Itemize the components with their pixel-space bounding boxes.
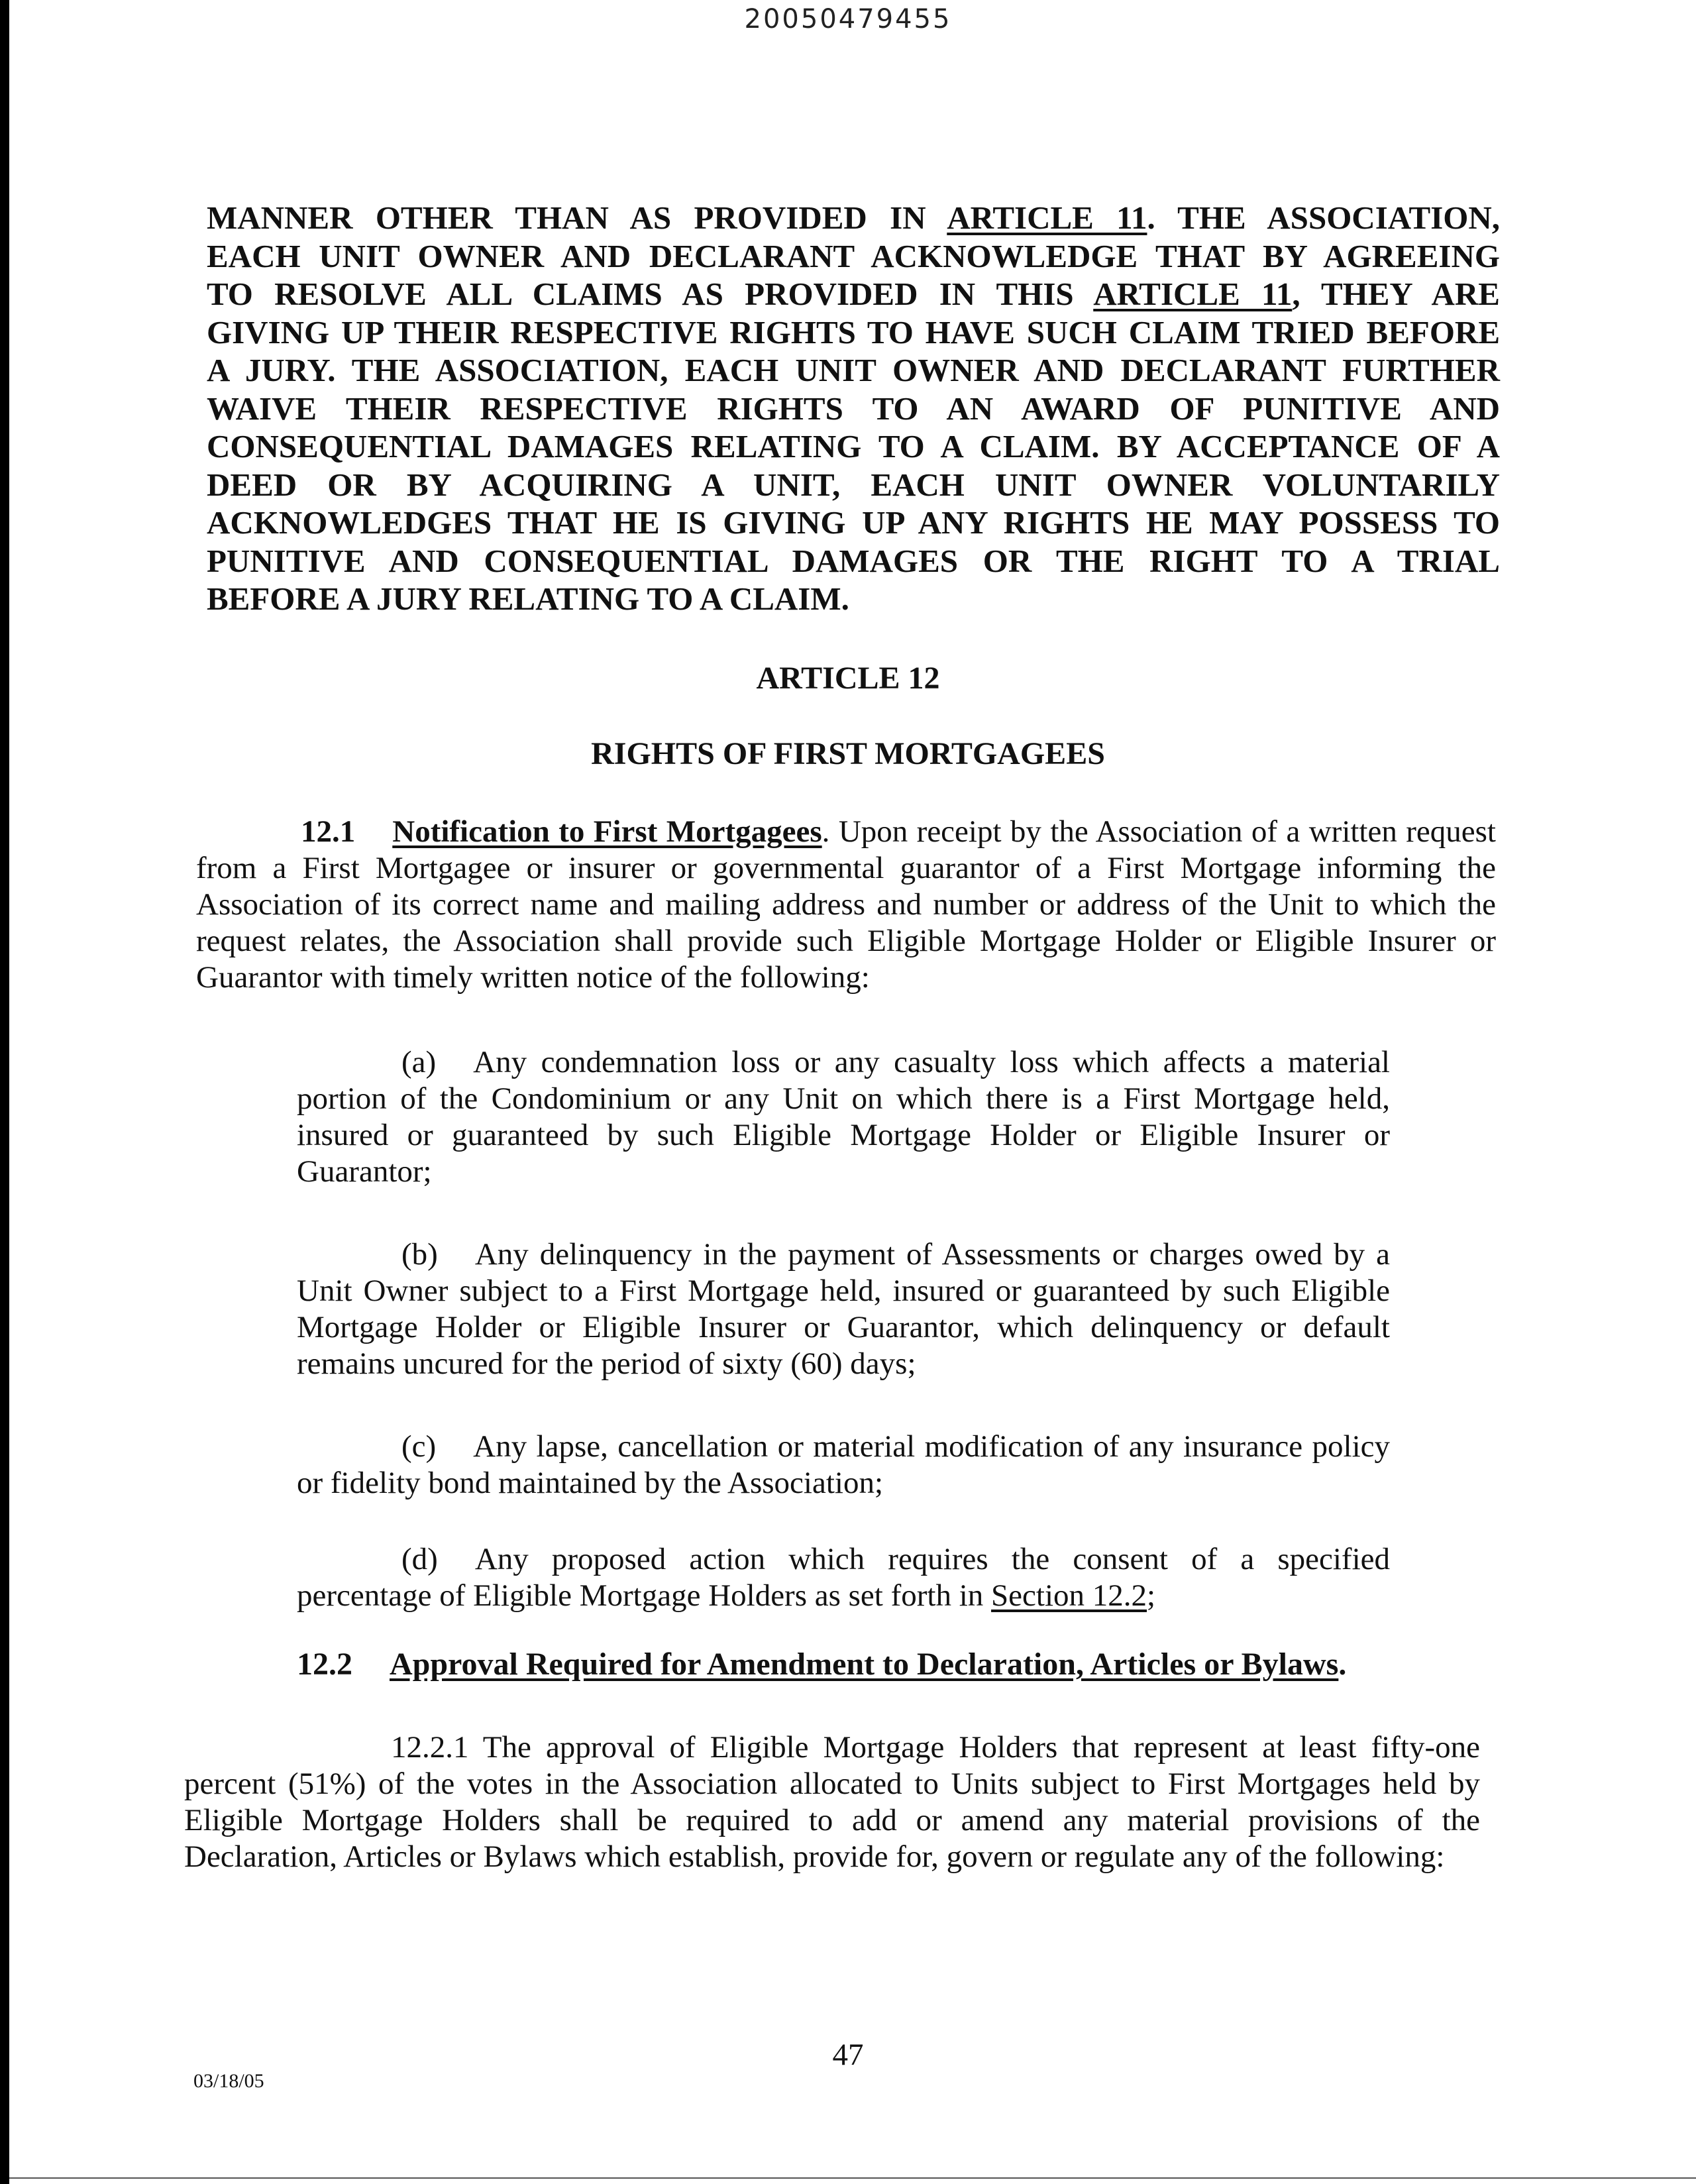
- paragraph-line: CONSEQUENTIAL DAMAGES RELATING TO A CLAIM. BY ACCEPTANCE OF A: [207, 428, 1500, 464]
- list-item: [297, 1429, 1390, 1502]
- section-12-1-title: Notification to First Mortgagees: [392, 814, 822, 849]
- paragraph-line: PUNITIVE AND CONSEQUENTIAL DAMAGES OR THE RIGHT TO A TRIAL: [207, 542, 1500, 579]
- article-11-reference: ARTICLE 11: [1093, 276, 1293, 312]
- item-text: Any delinquency in the payment of Assessments or charges owed by a Unit Owner subject to a First Mortgage held, insured or guaranteed by such Eligible Mortgage Holder or Eligible Insurer or Guarantor, which delinquency or default remains uncured for the period of sixty (60) days;: [297, 1237, 1390, 1381]
- section-12-2-title: Approval Required for Amendment to Declaration, Articles or Bylaws: [390, 1647, 1339, 1682]
- list-item: [297, 1044, 1390, 1190]
- item-label: (c): [401, 1429, 437, 1464]
- item-label: (b): [401, 1237, 438, 1272]
- list-item: [297, 1236, 1390, 1382]
- list-item: (d) Any proposed action which requires the consent of a specified percentage of Eligible Mortgage Holders as set forth in Section 12.2;: [297, 1542, 1390, 1613]
- bottom-rule: [9, 2177, 1696, 2179]
- section-12-1-body: . Upon receipt by the Association of a written request from a First Mortgagee or insurer or governmental guarantor of a First Mortgage informing the Association of its correct name and mailing address and number or address of the Unit to which the request relates, the Association shall provide such Eligible Mortgage Holder or Eligible Insurer or Guarantor with timely written notice of the following:: [196, 814, 1496, 995]
- article-11-reference: ARTICLE 11: [947, 199, 1147, 236]
- item-text: Any proposed action which requires the consent of a specified percentage of Eligible Mortgage Holders as set forth in: [297, 1542, 1390, 1613]
- article-number: ARTICLE 12: [756, 661, 940, 696]
- document-number: 20050479455: [744, 4, 952, 34]
- item-text: Any condemnation loss or any casualty loss which affects a material portion of the Condominium or any Unit on which there is a First Mortgage held, insured or guaranteed by such Eligible Mortgage Holder or Eligible Insurer or Guarantor;: [297, 1045, 1390, 1189]
- paragraph-line: DEED OR BY ACQUIRING A UNIT, EACH UNIT OWNER VOLUNTARILY: [207, 466, 1500, 503]
- section-12-1-number: 12.1: [301, 814, 356, 849]
- paragraph-line: TO RESOLVE ALL CLAIMS AS PROVIDED IN THIS ARTICLE 11, THEY ARE: [207, 276, 1500, 312]
- section-12-2-1-text: The approval of Eligible Mortgage Holders that represent at least fifty-one percent (51%) of the votes in the Association allocated to Units subject to First Mortgages held by Eligible Mortgage Holders shall be required to add or amend any material provisions of the Declaration, Articles or Bylaws which establish, provide for, govern or regulate any of the following:: [184, 1730, 1481, 1874]
- revision-date: 03/18/05: [193, 2070, 264, 2092]
- paragraph-line: BEFORE A JURY RELATING TO A CLAIM.: [207, 580, 849, 617]
- paragraph-line: WAIVE THEIR RESPECTIVE RIGHTS TO AN AWARD OF PUNITIVE AND: [207, 390, 1500, 427]
- item-label: (a): [401, 1045, 437, 1079]
- section-12-2-1-number: 12.2.1: [391, 1730, 469, 1765]
- item-text: Any lapse, cancellation or material modification of any insurance policy or fidelity bond maintained by the Association;: [297, 1429, 1390, 1500]
- article-title: RIGHTS OF FIRST MORTGAGEES: [591, 736, 1105, 771]
- page-number: 47: [832, 2038, 864, 2072]
- paragraph-line: A JURY. THE ASSOCIATION, EACH UNIT OWNER AND DECLARANT FURTHER: [207, 352, 1500, 388]
- section-12-2-number: 12.2: [297, 1647, 352, 1682]
- item-label: (d): [401, 1542, 438, 1576]
- paragraph-line: EACH UNIT OWNER AND DECLARANT ACKNOWLEDGE THAT BY AGREEING: [207, 237, 1500, 274]
- scan-edge: [0, 0, 9, 2184]
- section-12-2-heading: 12.2 Approval Required for Amendment to Declaration, Articles or Bylaws.: [297, 1647, 1347, 1682]
- section-12-2-1: [184, 1729, 1480, 1875]
- section-12-1: [196, 814, 1496, 996]
- waiver-paragraph: [207, 199, 1500, 618]
- paragraph-line: GIVING UP THEIR RESPECTIVE RIGHTS TO HAVE SUCH CLAIM TRIED BEFORE: [207, 313, 1500, 351]
- section-12-2-reference: Section 12.2: [991, 1578, 1147, 1613]
- paragraph-line: MANNER OTHER THAN AS PROVIDED IN ARTICLE 11. THE ASSOCIATION,: [207, 199, 1501, 236]
- paragraph-line: ACKNOWLEDGES THAT HE IS GIVING UP ANY RIGHTS HE MAY POSSESS TO: [207, 504, 1500, 541]
